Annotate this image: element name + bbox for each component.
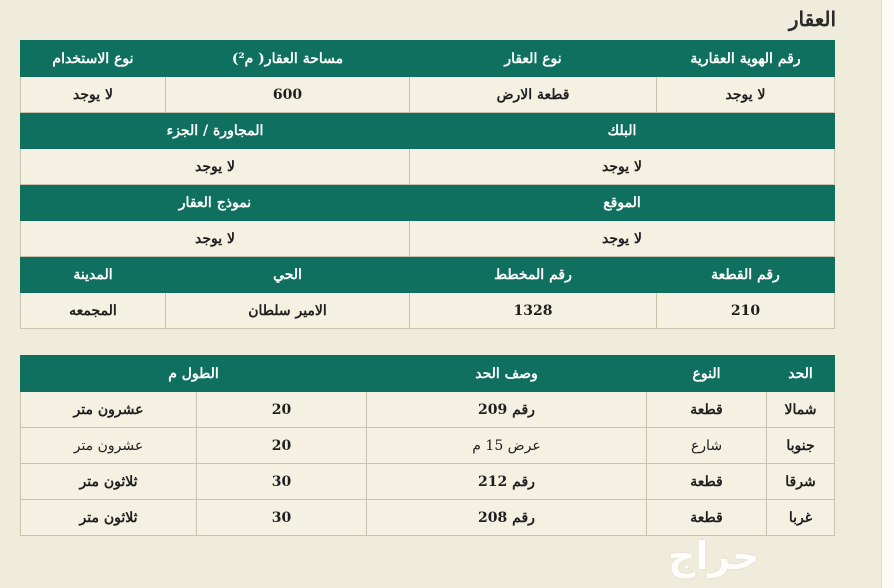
boundary-length-words: ثلاثون متر — [21, 500, 197, 536]
property-value-row-4 — [21, 293, 835, 329]
boundary-type: قطعة — [647, 464, 767, 500]
boundary-length-words: ثلاثون متر — [21, 464, 197, 500]
value-plot-number: 210 — [657, 293, 835, 329]
header-property-area: مساحة العقار( م²) — [166, 41, 410, 77]
property-value-row-3 — [21, 221, 835, 257]
header-property-type: نوع العقار — [410, 41, 657, 77]
value-property-id: لا يوجد — [657, 77, 835, 113]
header-location: الموقع — [410, 185, 835, 221]
boundary-description: عرض 15 م — [367, 428, 647, 464]
property-value-row-1 — [21, 77, 835, 113]
boundary-type: قطعة — [647, 500, 767, 536]
header-plot-number: رقم القطعة — [657, 257, 835, 293]
value-block: لا يوجد — [410, 149, 835, 185]
boundary-type: قطعة — [647, 392, 767, 428]
header-district: الحي — [166, 257, 410, 293]
boundaries-header-row — [21, 356, 835, 392]
boundary-row-south — [21, 428, 835, 464]
section-title: العقار — [788, 7, 836, 31]
boundary-direction: شمالا — [767, 392, 835, 428]
boundary-direction: شرقا — [767, 464, 835, 500]
boundary-direction: جنوبا — [767, 428, 835, 464]
boundary-row-north — [21, 392, 835, 428]
value-city: المجمعه — [21, 293, 166, 329]
page-edge — [881, 0, 894, 588]
value-plan-number: 1328 — [410, 293, 657, 329]
boundary-length-words: عشرون متر — [21, 428, 197, 464]
boundary-length: 30 — [197, 500, 367, 536]
boundaries-table — [20, 355, 835, 536]
boundary-type: شارع — [647, 428, 767, 464]
property-table — [20, 40, 835, 329]
header-property-model: نموذج العقار — [21, 185, 410, 221]
value-property-area: 600 — [166, 77, 410, 113]
value-property-type: قطعة الارض — [410, 77, 657, 113]
boundary-description: رقم 209 — [367, 392, 647, 428]
header-city: المدينة — [21, 257, 166, 293]
property-header-row-1 — [21, 41, 835, 77]
header-neighborhood-part: المجاورة / الجزء — [21, 113, 410, 149]
boundary-description: رقم 212 — [367, 464, 647, 500]
header-boundary-description: وصف الحد — [367, 356, 647, 392]
header-boundary: الحد — [767, 356, 835, 392]
boundary-length: 20 — [197, 428, 367, 464]
value-usage-type: لا يوجد — [21, 77, 166, 113]
header-boundary-type: النوع — [647, 356, 767, 392]
property-value-row-2 — [21, 149, 835, 185]
boundary-description: رقم 208 — [367, 500, 647, 536]
header-plan-number: رقم المخطط — [410, 257, 657, 293]
property-header-row-2 — [21, 113, 835, 149]
property-header-row-4 — [21, 257, 835, 293]
boundary-length: 30 — [197, 464, 367, 500]
value-district: الامير سلطان — [166, 293, 410, 329]
boundary-row-west — [21, 500, 835, 536]
header-block: البلك — [410, 113, 835, 149]
header-usage-type: نوع الاستخدام — [21, 41, 166, 77]
property-header-row-3 — [21, 185, 835, 221]
value-neighborhood-part: لا يوجد — [21, 149, 410, 185]
boundary-length-words: عشرون متر — [21, 392, 197, 428]
header-property-id: رقم الهوية العقارية — [657, 41, 835, 77]
value-property-model: لا يوجد — [21, 221, 410, 257]
header-length: الطول م — [21, 356, 367, 392]
boundary-length: 20 — [197, 392, 367, 428]
watermark-logo: حراج — [668, 534, 760, 578]
boundary-direction: غربا — [767, 500, 835, 536]
value-location: لا يوجد — [410, 221, 835, 257]
boundary-row-east — [21, 464, 835, 500]
